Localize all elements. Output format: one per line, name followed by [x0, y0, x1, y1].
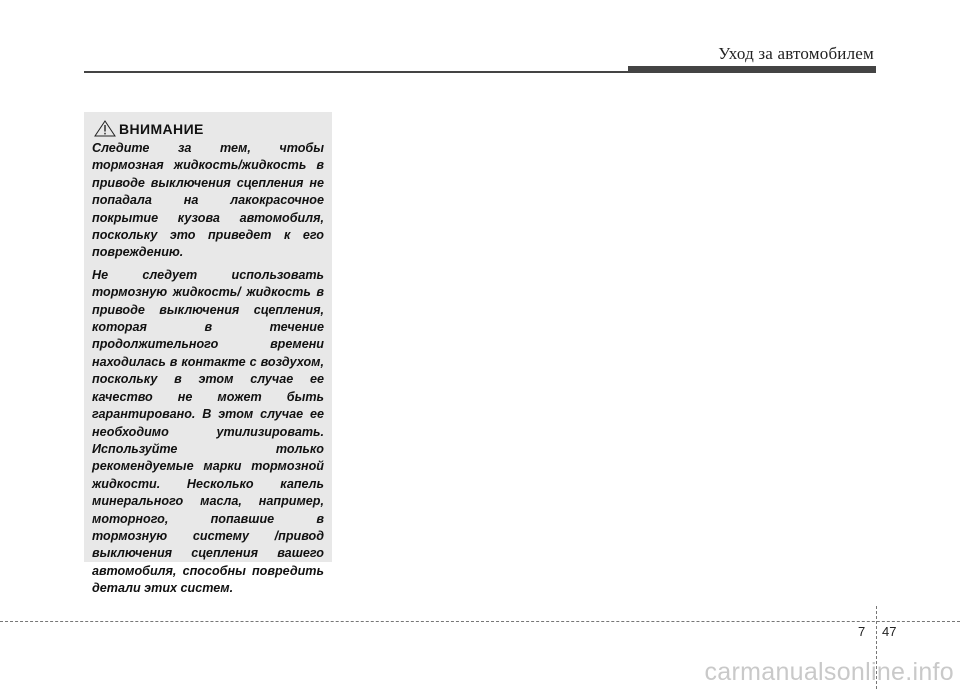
watermark: carmanualsonline.info [704, 658, 954, 686]
chapter-number: 7 [858, 624, 866, 639]
header-rule-thick [628, 66, 876, 73]
warning-paragraph-1: Следите за тем, чтобы тормозная жидкость/жидкость в приводе выключения сцепления не попадала на лакокрасочное покрытие кузова автомобиля, поскольку это приведет к его повреждению. [92, 141, 324, 260]
warning-header [92, 120, 324, 137]
header-rule-thin [84, 71, 630, 73]
page-number: 47 [882, 624, 897, 639]
warning-title: ВНИМАНИЕ [119, 120, 204, 137]
warning-box [84, 112, 332, 596]
warning-triangle-icon [94, 120, 116, 137]
warning-paragraph-2: Не следует использовать тормозную жидкость/ жидкость в приводе выключения сцепления, которая в течение продолжительного времени находилась в контакте с воздухом, поскольку в этом случае ее качество не может быть гарантировано. В этом случае ее необходимо утилизировать. Используйте только рекомендуемые марки тормозной жидкости. Несколько капель минерального масла, например, моторного, попавшие в тормозную систему /привод выключения сцепления вашего автомобиля, способны повредить детали этих систем. [92, 267, 324, 596]
section-title: Уход за автомобилем [718, 44, 874, 63]
footer-rule [0, 621, 960, 622]
